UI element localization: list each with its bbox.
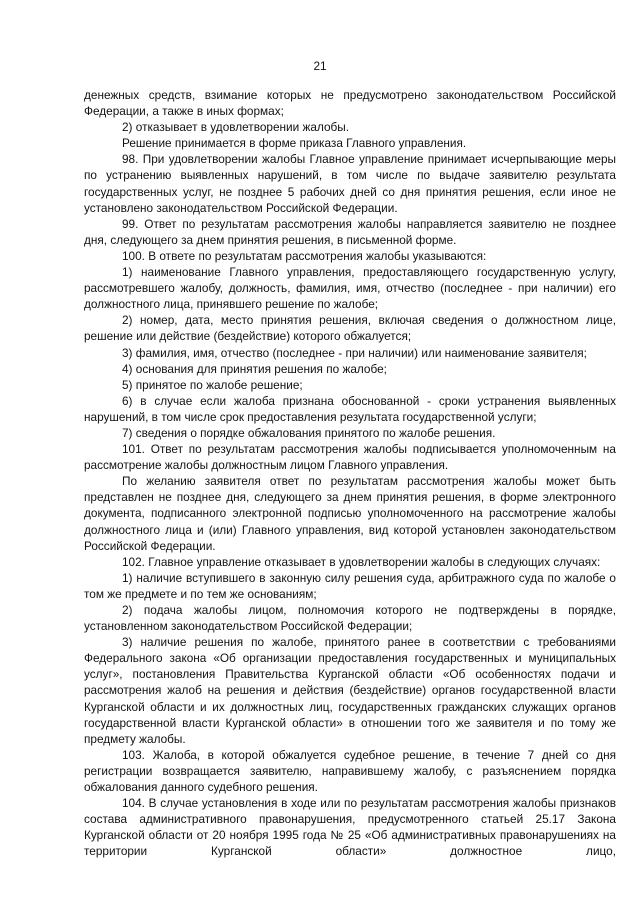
paragraph-98: 98. При удовлетворении жалобы Главное управление принимает исчерпывающие меры по устранению выявленных нарушений, в том числе по выдаче заявителю результата государственных услуг, не позднее 5 рабочих дней со дня принятия решения, если иное не установлено законодательством Российской Федерации. <box>84 152 616 215</box>
list-item-100-2: 2) номер, дата, место принятия решения, включая сведения о должностном лице, решение или действие (бездействие) которого обжалуется; <box>84 313 616 344</box>
paragraph-104: 104. В случае установления в ходе или по результатам рассмотрения жалобы признаков состава административного правонарушения, предусмотренного статьей 25.17 Закона Курганской области от 20 ноября 1995 года № 25 «Об административных правонарушениях на территории Курганской области» должностное лицо, <box>84 796 616 859</box>
list-item-100-1: 1) наименование Главного управления, предоставляющего государственную услугу, рассмотревшего жалобу, должность, фамилия, имя, отчество (последнее - при наличии) его должностного лица, принявшего решение по жалобе; <box>84 265 616 312</box>
paragraph-102: 102. Главное управление отказывает в удовлетворении жалобы в следующих случаях: <box>122 554 601 569</box>
paragraph-101-electronic-answer: По желанию заявителя ответ по результатам рассмотрения жалобы может быть представлен не позднее дня, следующего за днем принятия решения, в форме электронного документа, подписанного электронной подписью уполномоченного на рассмотрение жалобы должностного лица и (или) Главного управления, вид которой установлен законодательством Российской Федерации. <box>84 474 616 553</box>
paragraph-101: 101. Ответ по результатам рассмотрения жалобы подписывается уполномоченным на рассмотрение жалобы должностным лицом Главного управления. <box>84 442 616 473</box>
list-item-100-6: 6) в случае если жалоба признана обоснованной - сроки устранения выявленных нарушений, в том числе срок предоставления результата государственной услуги; <box>84 393 616 424</box>
list-item-100-7: 7) сведения о порядке обжалования принятого по жалобе решения. <box>122 425 496 440</box>
list-item-100-3: 3) фамилия, имя, отчество (последнее - при наличии) или наименование заявителя; <box>122 345 587 360</box>
paragraph-103: 103. Жалоба, в которой обжалуется судебное решение, в течение 7 дней со дня регистрации возвращается заявителю, направившему жалобу, с разъяснением порядка обжалования данного судебного решения. <box>84 747 616 795</box>
paragraph-100: 100. В ответе по результатам рассмотрения жалобы указываются: <box>122 248 487 263</box>
document-body <box>84 87 616 860</box>
list-item-102-3: 3) наличие решения по жалобе, принятого ранее в соответствии с требованиями Федерального закона «Об организации предоставления государственных и муниципальных услуг», постановления Правительства Курганской области «Об особенностях подачи и рассмотрения жалоб на решения и действия (бездействие) органов государственной власти Курганской области и их должностных лиц, государственных гражданских служащих органов государственной власти Курганской области» в отношении того же заявителя и по тому же предмету жалобы. <box>84 635 616 746</box>
list-item-102-1: 1) наличие вступившего в законную силу решения суда, арбитражного суда по жалобе о том же предмете и по тем же основаниям; <box>84 570 616 601</box>
page-number: 21 <box>313 59 327 73</box>
list-item-100-5: 5) принятое по жалобе решение; <box>122 377 303 392</box>
paragraph-payment-forms: денежных средств, взимание которых не предусмотрено законодательством Российской Федерации, а также в иных формах; <box>84 88 616 119</box>
paragraph-decision-form: Решение принимается в форме приказа Главного управления. <box>122 136 467 151</box>
paragraph-99: 99. Ответ по результатам рассмотрения жалобы направляется заявителю не позднее дня, следующего за днем принятия решения, в письменной форме. <box>84 216 616 247</box>
list-item-100-4: 4) основания для принятия решения по жалобе; <box>122 361 387 376</box>
list-item-102-2: 2) подача жалобы лицом, полномочия которого не подтверждены в порядке, установленном законодательством Российской Федерации; <box>84 603 616 634</box>
paragraph-refusal-option: 2) отказывает в удовлетворении жалобы. <box>122 120 350 135</box>
